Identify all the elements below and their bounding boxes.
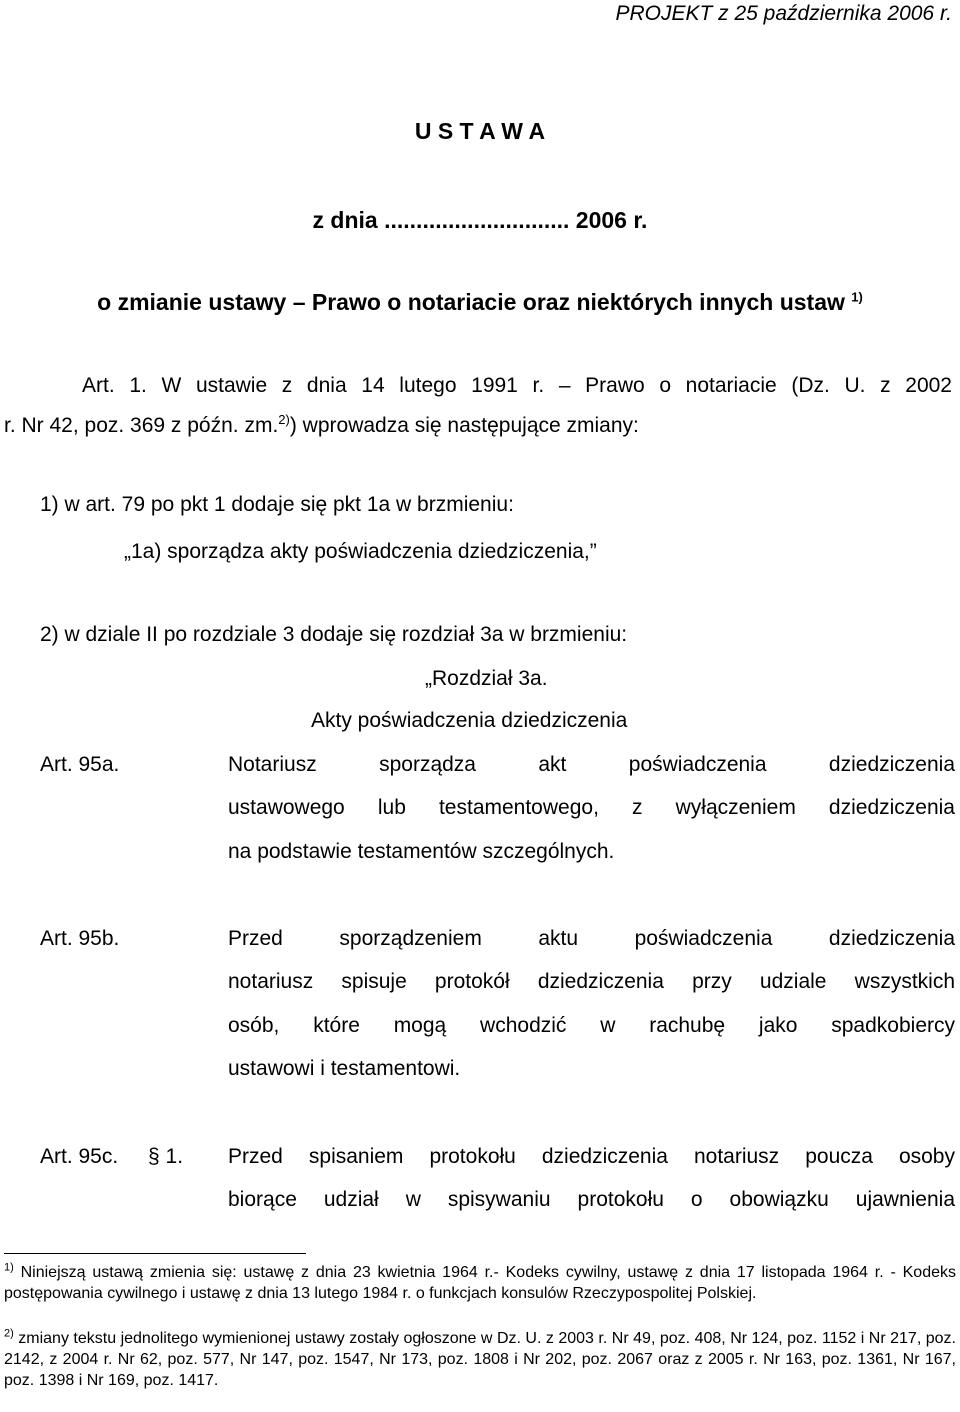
act-subject [0,289,960,316]
article-label: Art. 95b. [40,927,120,950]
footnote-2-text: zmiany tekstu jednolitego wymienionej ustawy zostały ogłoszone w Dz. U. z 2003 r. Nr 49, poz. 408, Nr 124, poz. 1152 i Nr 217, poz. 2142, z 2004 r. Nr 62, poz. 577, Nr 147, poz. 1547, Nr 173, poz. 1808 i Nr 202, poz. 2067 oraz z 2005 r. Nr 163, poz. 1361, Nr 167, poz. 1398 i Nr 169, poz. 1417. [4,1330,956,1389]
act-title: U S T A W A [414,118,546,144]
article-line: osób, które mogą wchodzić w rachubę jako spadkobiercy [228,1014,955,1037]
footnote-2-ref: 2) [4,1327,14,1340]
footnote-ref-1: 1) [851,289,863,305]
article-line: Przed sporządzeniem aktu poświadczenia dziedziczenia [228,927,955,950]
article-label: Art. 95c. [40,1145,119,1168]
intro-line-1: Art. 1. W ustawie z dnia 14 lutego 1991 r. – Prawo o notariacie (Dz. U. z 2002 [82,374,952,397]
footnote-1-ref: 1) [4,1261,14,1274]
paragraph-label: § 1. [148,1145,184,1168]
change-item-2: 2) w dziale II po rozdziale 3 dodaje się rozdział 3a w brzmieniu: [40,623,628,646]
footnote-2 [4,1328,956,1391]
change-item-1: 1) w art. 79 po pkt 1 dodaje się pkt 1a w brzmieniu: [40,493,514,516]
intro-line-2 [4,414,639,438]
article-label: Art. 95a. [40,753,120,776]
article-line: Przed spisaniem protokołu dziedziczenia notariusz poucza osoby [228,1145,955,1168]
change-item-1-quote: „1a) sporządza akty poświadczenia dziedziczenia,” [124,540,597,563]
act-date: z dnia ............................. 2006 r. [312,207,648,233]
chapter-label: „Rozdział 3a. [425,667,548,690]
draft-note: PROJEKT z 25 października 2006 r. [615,2,952,25]
article-line: notariusz spisuje protokół dziedziczenia przy udziale wszystkich [228,970,955,993]
act-subject-text: o zmianie ustawy – Prawo o notariacie oraz niektórych innych ustaw [97,289,845,315]
article-line: biorące udział w spisywaniu protokołu o obowiązku ujawnienia [228,1188,955,1211]
intro-text-b: ) wprowadza się następujące zmiany: [289,414,639,437]
footnote-separator [4,1253,306,1254]
footnote-ref-2: 2) [278,412,290,427]
article-line: ustawowego lub testamentowego, z wyłączeniem dziedziczenia [228,796,955,819]
article-line: ustawowi i testamentowi. [228,1057,461,1080]
intro-text-a: r. Nr 42, poz. 369 z późn. zm. [4,414,279,437]
article-line: na podstawie testamentów szczególnych. [228,840,615,863]
article-line: Notariusz sporządza akt poświadczenia dziedziczenia [228,753,955,776]
footnote-1 [4,1262,956,1304]
chapter-title: Akty poświadczenia dziedziczenia [311,709,628,732]
footnote-1-text: Niniejszą ustawą zmienia się: ustawę z dnia 23 kwietnia 1964 r.- Kodeks cywilny, ustawę z dnia 17 listopada 1964 r. - Kodeks postępowania cywilnego i ustawę z dnia 13 lutego 1984 r. o funkcjach konsulów Rzeczypospolitej Polskiej. [4,1264,956,1302]
